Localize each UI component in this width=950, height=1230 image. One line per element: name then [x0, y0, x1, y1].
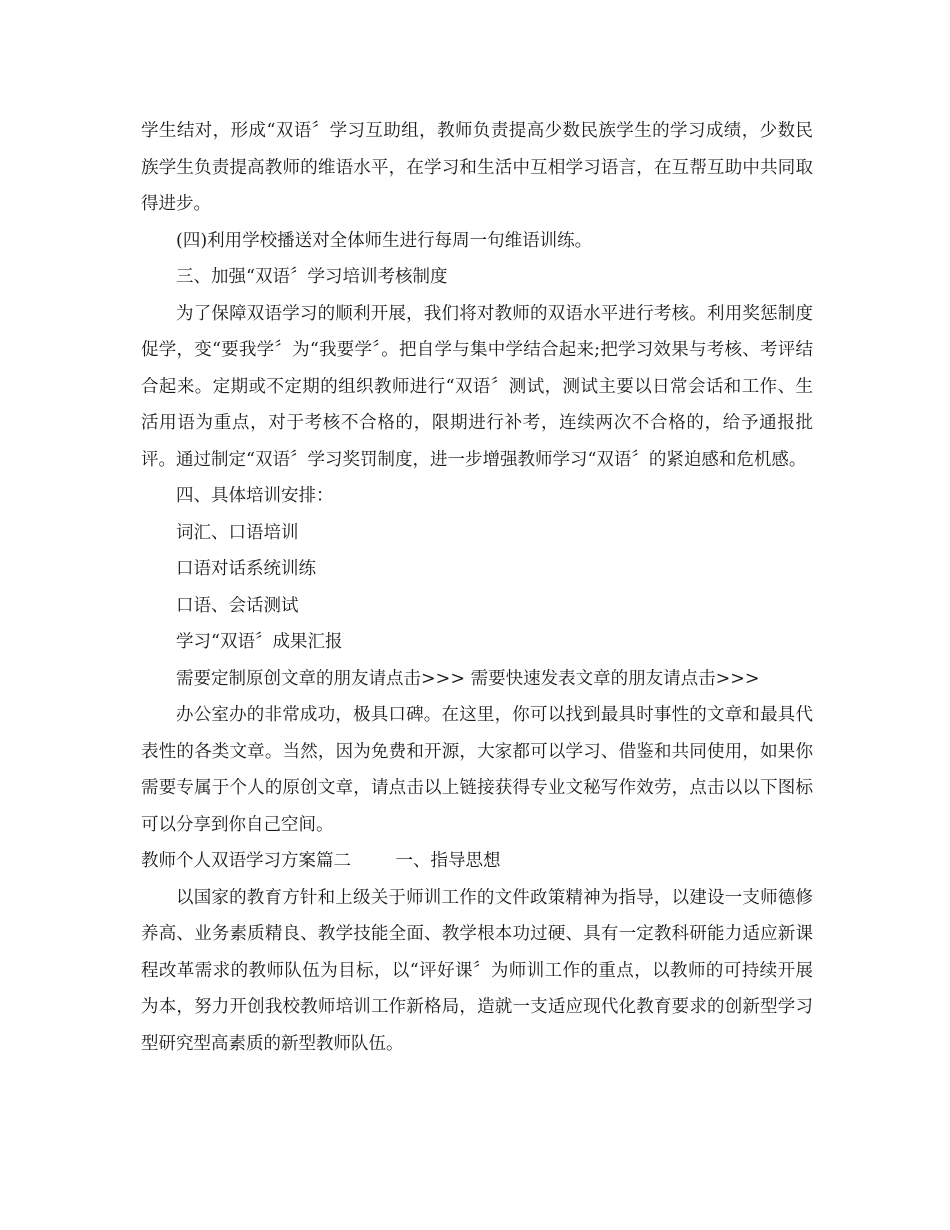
- list-item-dialogue: 口语对话系统训练: [176, 559, 316, 579]
- list-item-test: 口语、会话测试: [176, 595, 299, 616]
- paragraph-broadcast: (四)利用学校播送对全体师生进行每周一句维语训练。: [176, 230, 593, 251]
- document-body: [141, 113, 813, 1062]
- second-document-title: 教师个人双语学习方案篇二: [141, 851, 351, 871]
- heading-section-three: 三、加强“双语〞学习培训考核制度: [176, 267, 448, 287]
- list-item-vocabulary: 词汇、口语培训: [176, 522, 299, 543]
- fast-publish-link[interactable]: 需要快速发表文章的朋友请点击>>>: [470, 668, 760, 689]
- paragraph-pairing: 学生结对，形成“双语〞学习互助组，教师负责提高少数民族学生的学习成绩，少数民族学生负责提高教师的维语水平，在学习和生活中互相学习语言，在互帮互助中共同取得进步。: [141, 121, 813, 214]
- links-line: [141, 661, 813, 698]
- final-paragraph: 以国家的教育方针和上级关于师训工作的文件政策精神为指导，以建设一支师德修养高、业务素质精良、教学技能全面、教学根本功过硬、具有一定教科研能力适应新课程改革需求的教师队伍为目标，以“评好课〞为师训工作的重点，以教师的可持续开展为本，努力开创我校教师培训工作新格局，造就一支适应现代化教育要求的创新型学习型研究型高素质的新型教师队伍。: [141, 887, 813, 1054]
- guiding-ideology-heading: 一、指导思想: [395, 851, 501, 871]
- custom-article-link[interactable]: 需要定制原创文章的朋友请点击>>>: [176, 668, 465, 689]
- heading-section-four: 四、具体培训安排：: [176, 486, 334, 506]
- promo-paragraph: 办公室办的非常成功，极具口碑。在这里，你可以找到最具时事性的文章和最具代表性的各类文章。当然，因为免费和开源，大家都可以学习、借鉴和共同使用，如果你需要专属于个人的原创文章，请点击以上链接获得专业文秘写作效劳，点击以以下图标可以分享到你自己空间。: [141, 705, 813, 835]
- second-title-line: [141, 843, 813, 880]
- list-item-report: 学习“双语〞成果汇报: [176, 632, 343, 652]
- paragraph-assessment: 为了保障双语学习的顺利开展，我们将对教师的双语水平进行考核。利用奖惩制度促学，变“要我学〞为“我要学〞。把自学与集中学结合起来;把学习效果与考核、考评结合起来。定期或不定期的组织教师进行“双语〞测试，测试主要以日常会话和工作、生活用语为重点，对于考核不合格的，限期进行补考，连续两次不合格的，给予通报批评。通过制定“双语〞学习奖罚制度，进一步增强教师学习“双语〞的紧迫感和危机感。: [141, 303, 813, 470]
